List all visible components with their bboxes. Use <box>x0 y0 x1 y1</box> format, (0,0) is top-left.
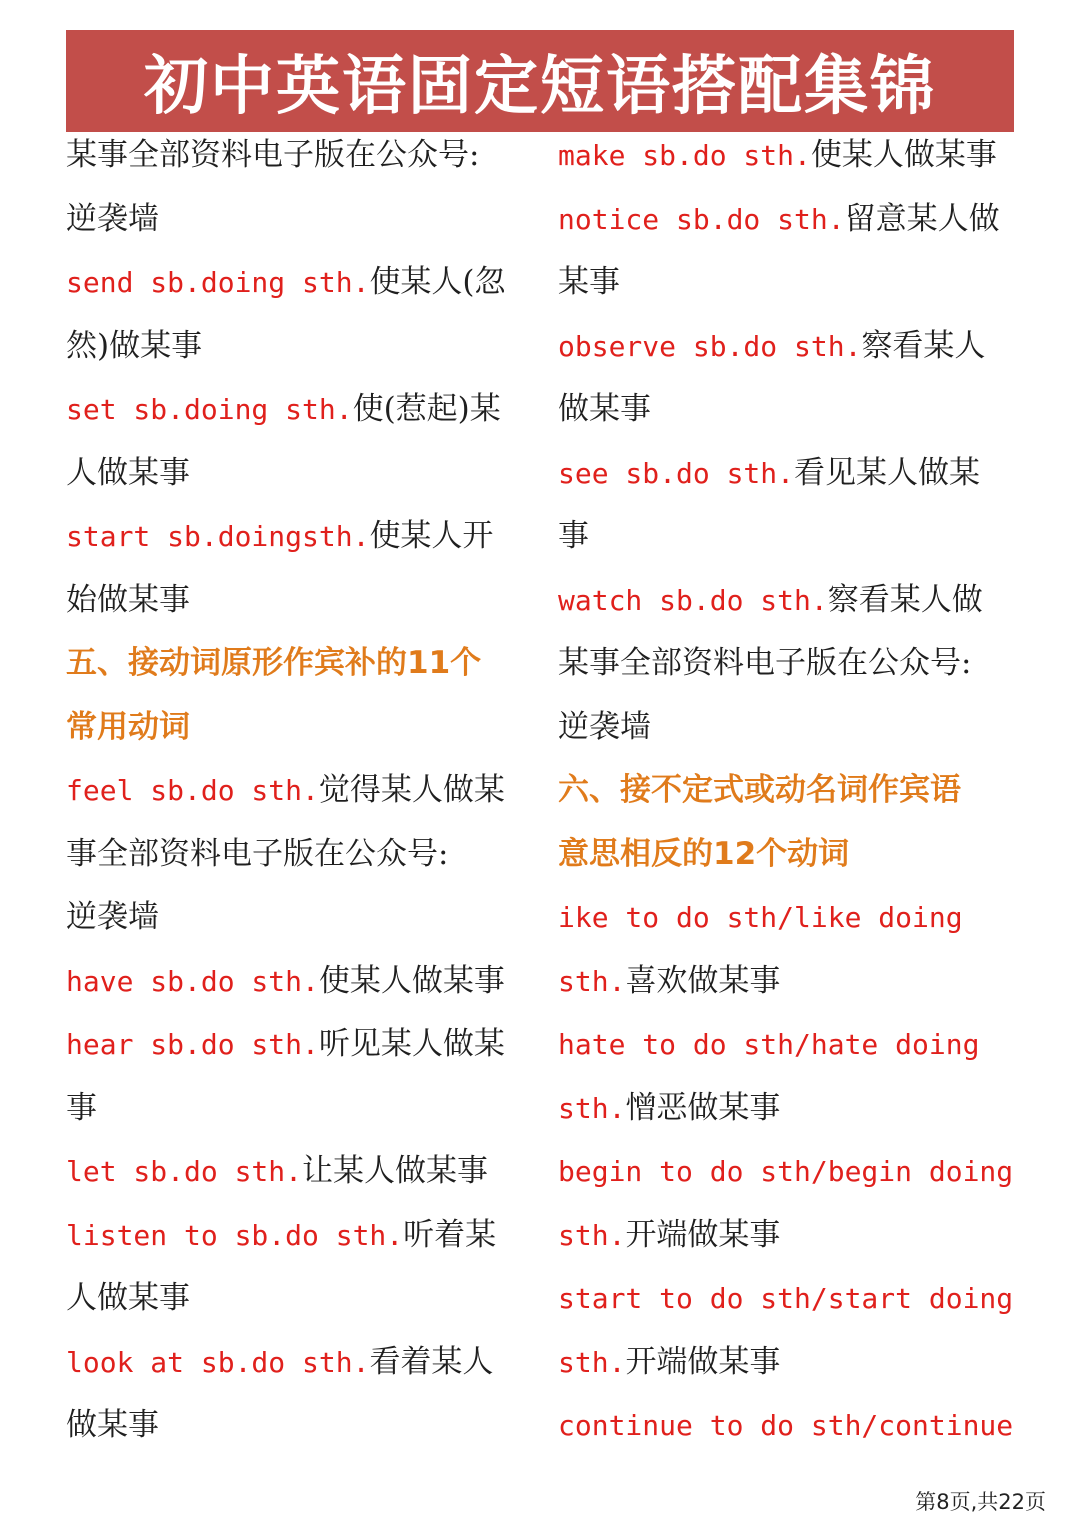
text-line <box>66 188 526 252</box>
text-line <box>558 1267 1018 1331</box>
chinese-text: 人做某事 <box>66 454 190 491</box>
text-line <box>66 505 526 569</box>
text-line <box>558 251 1018 315</box>
english-phrase: set sb.doing sth. <box>66 393 353 426</box>
chinese-text: 听着某 <box>403 1216 497 1253</box>
text-line <box>66 696 526 760</box>
chinese-text: 察看某人 <box>861 327 986 364</box>
text-line <box>66 632 526 696</box>
chinese-text: 听见某人做某 <box>318 1026 505 1062</box>
chinese-text: 某事全部资料电子版在公众号: <box>66 137 480 173</box>
chinese-text: 逆袭墙 <box>66 899 159 935</box>
chinese-text: 做某事 <box>66 1407 159 1443</box>
section-heading: 意思相反的12个动词 <box>558 835 850 872</box>
text-line <box>66 442 526 506</box>
text-line <box>558 1013 1018 1077</box>
english-phrase: hear sb.do sth. <box>66 1028 319 1061</box>
english-phrase: observe sb.do sth. <box>558 329 862 363</box>
text-line <box>66 950 526 1014</box>
chinese-text: 事全部资料电子版在公众号: <box>66 835 449 872</box>
english-phrase: look at sb.do sth. <box>66 1345 370 1379</box>
text-line <box>66 1013 526 1077</box>
section-heading: 五、接动词原形作宾补的11个 <box>66 645 482 681</box>
english-phrase: sth. <box>558 964 626 998</box>
text-line <box>66 315 526 379</box>
text-line <box>558 759 1018 823</box>
english-phrase: have sb.do sth. <box>66 964 319 998</box>
chinese-text: 喜欢做某事 <box>625 962 781 999</box>
chinese-text: 逆袭墙 <box>558 708 651 745</box>
text-line <box>66 1140 526 1204</box>
english-phrase: notice sb.do sth. <box>558 202 845 236</box>
chinese-text: 看见某人做某 <box>794 454 981 491</box>
text-line <box>558 1077 1018 1141</box>
text-line <box>66 886 526 950</box>
chinese-text: 事 <box>66 1089 97 1126</box>
text-line <box>558 1204 1018 1268</box>
english-phrase: sth. <box>558 1091 626 1125</box>
chinese-text: 使某人开 <box>369 518 494 554</box>
text-line <box>66 823 526 887</box>
chinese-text: 察看某人做 <box>827 581 983 618</box>
text-line <box>66 1394 526 1458</box>
text-line <box>66 569 526 633</box>
english-phrase: watch sb.do sth. <box>558 583 828 617</box>
text-line <box>66 124 526 188</box>
text-line <box>558 886 1018 950</box>
right-column <box>558 124 1018 1458</box>
text-line <box>558 378 1018 442</box>
english-phrase: start to do sth/start doing <box>558 1282 1014 1315</box>
text-line <box>66 1077 526 1141</box>
text-line <box>66 1331 526 1395</box>
chinese-text: 做某事 <box>558 391 651 427</box>
section-heading: 六、接不定式或动名词作宾语 <box>558 772 961 808</box>
text-line <box>66 378 526 442</box>
chinese-text: 某事 <box>558 264 620 300</box>
title-banner <box>66 30 1014 132</box>
text-line <box>66 251 526 315</box>
chinese-text: 使某人做某事 <box>810 137 997 173</box>
text-line <box>558 124 1018 188</box>
page-title: 初中英语固定短语搭配集锦 <box>144 50 936 124</box>
english-phrase: feel sb.do sth. <box>66 774 319 807</box>
text-line <box>558 696 1018 760</box>
english-phrase: ike to do sth/like doing <box>558 901 963 934</box>
text-line <box>558 823 1018 887</box>
text-line <box>558 1394 1018 1458</box>
chinese-text: 逆袭墙 <box>66 200 159 237</box>
text-line <box>66 1204 526 1268</box>
chinese-text: 使某人做某事 <box>318 962 505 999</box>
chinese-text: 看着某人 <box>369 1343 494 1380</box>
text-line <box>558 442 1018 506</box>
text-line <box>558 950 1018 1014</box>
chinese-text: 觉得某人做某 <box>318 772 505 808</box>
chinese-text: 人做某事 <box>66 1280 190 1316</box>
text-line <box>558 1331 1018 1395</box>
left-column <box>66 124 526 1458</box>
text-line <box>558 1140 1018 1204</box>
english-phrase: start sb.doingsth. <box>66 520 370 553</box>
text-line <box>66 1267 526 1331</box>
chinese-text: 开端做某事 <box>625 1216 781 1253</box>
chinese-text: 事 <box>558 518 589 554</box>
chinese-text: 让某人做某事 <box>302 1153 489 1189</box>
chinese-text: 然)做某事 <box>66 327 203 364</box>
text-line <box>558 569 1018 633</box>
english-phrase: make sb.do sth. <box>558 139 811 172</box>
english-phrase: continue to do sth/continue <box>558 1409 1014 1442</box>
text-line <box>558 505 1018 569</box>
page-number: 第8页,共22页 <box>915 1490 1046 1514</box>
english-phrase: begin to do sth/begin doing <box>558 1155 1014 1188</box>
english-phrase: sth. <box>558 1218 626 1252</box>
text-line <box>558 315 1018 379</box>
chinese-text: 憎恶做某事 <box>625 1089 781 1126</box>
english-phrase: hate to do sth/hate doing <box>558 1028 980 1061</box>
text-line <box>558 188 1018 252</box>
chinese-text: 某事全部资料电子版在公众号: <box>558 645 972 681</box>
english-phrase: sth. <box>558 1345 626 1379</box>
section-heading: 常用动词 <box>66 708 190 745</box>
english-phrase: listen to sb.do sth. <box>66 1218 404 1252</box>
chinese-text: 始做某事 <box>66 581 190 618</box>
english-phrase: send sb.doing sth. <box>66 266 370 299</box>
chinese-text: 使(惹起)某 <box>352 391 501 427</box>
chinese-text: 使某人(忽 <box>369 264 506 300</box>
chinese-text: 留意某人做 <box>844 200 1000 237</box>
text-line <box>66 759 526 823</box>
text-line <box>558 632 1018 696</box>
english-phrase: see sb.do sth. <box>558 456 795 490</box>
chinese-text: 开端做某事 <box>625 1343 781 1380</box>
english-phrase: let sb.do sth. <box>66 1155 303 1188</box>
